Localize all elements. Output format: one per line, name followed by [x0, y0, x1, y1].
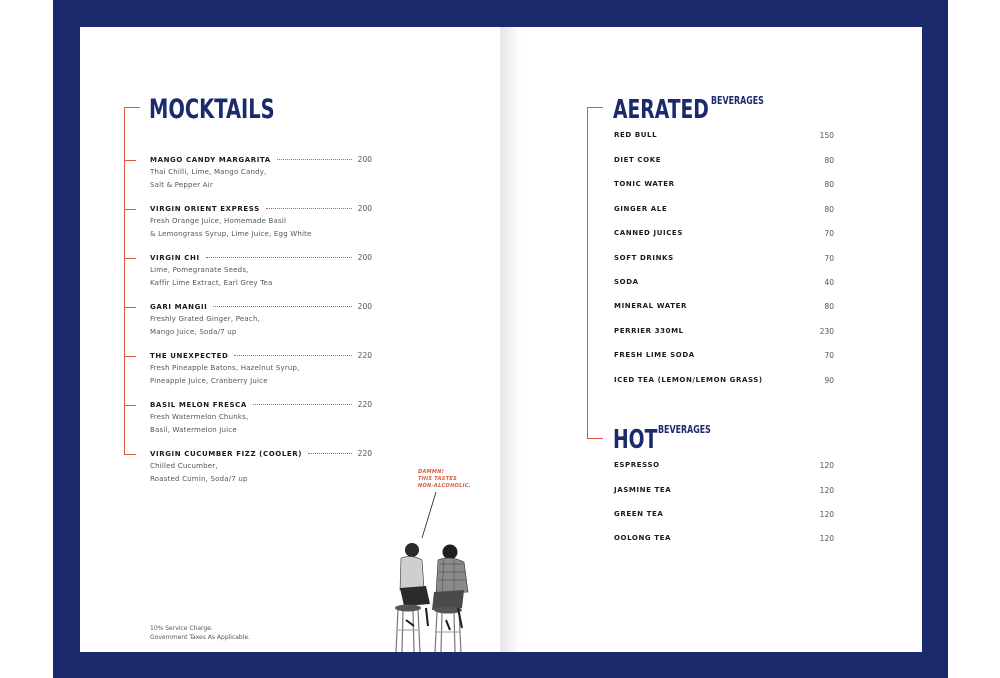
item-price: 220: [357, 400, 372, 409]
item-price: 70: [824, 253, 834, 263]
item-price: 90: [824, 375, 834, 385]
item-price: 70: [824, 350, 834, 360]
item-desc: Freshly Grated Ginger, Peach,: [150, 315, 261, 323]
menu-item: [614, 227, 834, 239]
item-name: SOFT DRINKS: [614, 254, 674, 262]
aerated-title: AERATED: [613, 95, 709, 125]
menu-item: [614, 349, 834, 361]
item-name: VIRGIN CHI: [150, 254, 200, 262]
bracket-tick: [124, 356, 136, 357]
menu-item: [614, 178, 834, 190]
menu-item: [614, 203, 834, 215]
item-name: ESPRESSO: [614, 461, 660, 469]
item-price: 200: [357, 204, 372, 213]
two-men-on-stools-illustration: [384, 480, 484, 652]
menu-item: [614, 508, 834, 520]
bracket-tick: [124, 160, 136, 161]
item-name: ICED TEA (LEMON/LEMON GRASS): [614, 376, 763, 384]
item-price: 150: [819, 130, 834, 140]
item-name: PERRIER 330ML: [614, 327, 684, 335]
item-price: 80: [824, 204, 834, 214]
item-name: VIRGIN ORIENT EXPRESS: [150, 205, 260, 213]
item-price: 220: [357, 351, 372, 360]
bracket-tick: [124, 405, 136, 406]
item-price: 220: [357, 449, 372, 458]
item-name: OOLONG TEA: [614, 534, 672, 542]
mocktails-title: MOCKTAILS: [149, 94, 275, 125]
item-name: SODA: [614, 278, 639, 286]
item-desc: Fresh Watermelon Chunks,: [150, 413, 249, 421]
speech-bubble-text: DAMMN! THIS TASTES NON-ALCOHOLIC.: [418, 469, 471, 489]
menu-item: [150, 449, 372, 485]
item-name: GINGER ALE: [614, 205, 668, 213]
leader-dots: [308, 453, 352, 454]
menu-item: [150, 155, 372, 191]
item-price: 80: [824, 301, 834, 311]
item-desc: Thai Chilli, Lime, Mango Candy,: [150, 168, 267, 176]
leader-dots: [253, 404, 352, 405]
aerated-bracket: [587, 107, 588, 438]
menu-item: [150, 351, 372, 387]
menu-item: [614, 484, 834, 496]
item-name: MINERAL WATER: [614, 302, 687, 310]
menu-item: [614, 276, 834, 288]
menu-item: [614, 252, 834, 264]
item-name: MANGO CANDY MARGARITA: [150, 156, 271, 164]
menu-item: [150, 253, 372, 289]
hot-title: HOT: [613, 425, 658, 455]
item-name: CANNED JUICES: [614, 229, 683, 237]
item-name: GREEN TEA: [614, 510, 664, 518]
item-desc: Fresh Pineapple Batons, Hazelnut Syrup,: [150, 364, 300, 372]
item-desc: Basil, Watermelon Juice: [150, 425, 237, 434]
item-price: 80: [824, 155, 834, 165]
aerated-subtitle: BEVERAGES: [711, 94, 764, 107]
item-name: JASMINE TEA: [614, 486, 672, 494]
item-desc: Mango Juice, Soda/7 up: [150, 327, 237, 336]
menu-item: [614, 129, 834, 141]
bracket-tick: [587, 107, 603, 108]
item-price: 70: [824, 228, 834, 238]
item-desc: Fresh Orange Juice, Homemade Basil: [150, 217, 287, 225]
item-name: BASIL MELON FRESCA: [150, 401, 247, 409]
item-desc: Roasted Cumin, Soda/7 up: [150, 474, 248, 483]
item-price: 200: [357, 253, 372, 262]
item-desc: Pineapple Juice, Cranberry Juice: [150, 376, 268, 385]
item-name: VIRGIN CUCUMBER FIZZ (COOLER): [150, 450, 303, 458]
menu-item: [614, 300, 834, 312]
menu-item: [150, 204, 372, 240]
item-price: 120: [819, 460, 834, 470]
item-desc: Chilled Cucumber,: [150, 462, 218, 470]
service-charge-note: 10% Service Charge. Government Taxes As Applicable.: [150, 625, 251, 641]
item-price: 200: [357, 302, 372, 311]
item-desc: Kaffir Lime Extract, Earl Grey Tea: [150, 278, 273, 287]
leader-dots: [213, 306, 351, 307]
item-name: RED BULL: [614, 131, 658, 139]
item-price: 120: [819, 485, 834, 495]
item-name: FRESH LIME SODA: [614, 351, 695, 359]
bracket-tick: [124, 258, 136, 259]
item-price: 120: [819, 533, 834, 543]
right-page: [500, 27, 922, 652]
item-price: 200: [357, 155, 372, 164]
item-price: 120: [819, 509, 834, 519]
menu-item: [150, 400, 372, 436]
bracket-tick: [124, 454, 136, 455]
item-desc: & Lemongrass Syrup, Lime Juice, Egg White: [150, 229, 312, 238]
item-name: THE UNEXPECTED: [150, 352, 229, 360]
item-desc: Salt & Pepper Air: [150, 180, 213, 189]
bracket-tick: [124, 307, 136, 308]
leader-dots: [234, 355, 351, 356]
menu-item: [614, 459, 834, 471]
leader-dots: [206, 257, 352, 258]
item-name: DIET COKE: [614, 156, 662, 164]
bracket-tick: [124, 209, 136, 210]
item-price: 80: [824, 179, 834, 189]
bracket-tick: [587, 438, 603, 439]
bracket-tick: [124, 107, 140, 108]
menu-item: [614, 325, 834, 337]
leader-dots: [266, 208, 352, 209]
item-price: 40: [824, 277, 834, 287]
menu-item: [614, 532, 834, 544]
hot-subtitle: BEVERAGES: [658, 423, 711, 436]
menu-item: [614, 154, 834, 166]
item-name: TONIC WATER: [614, 180, 675, 188]
leader-dots: [277, 159, 352, 160]
item-name: GARI MANGII: [150, 303, 208, 311]
item-desc: Lime, Pomegranate Seeds,: [150, 266, 249, 274]
item-price: 230: [819, 326, 834, 336]
menu-item: [614, 374, 834, 386]
page-spine: [500, 27, 522, 652]
menu-item: [150, 302, 372, 338]
